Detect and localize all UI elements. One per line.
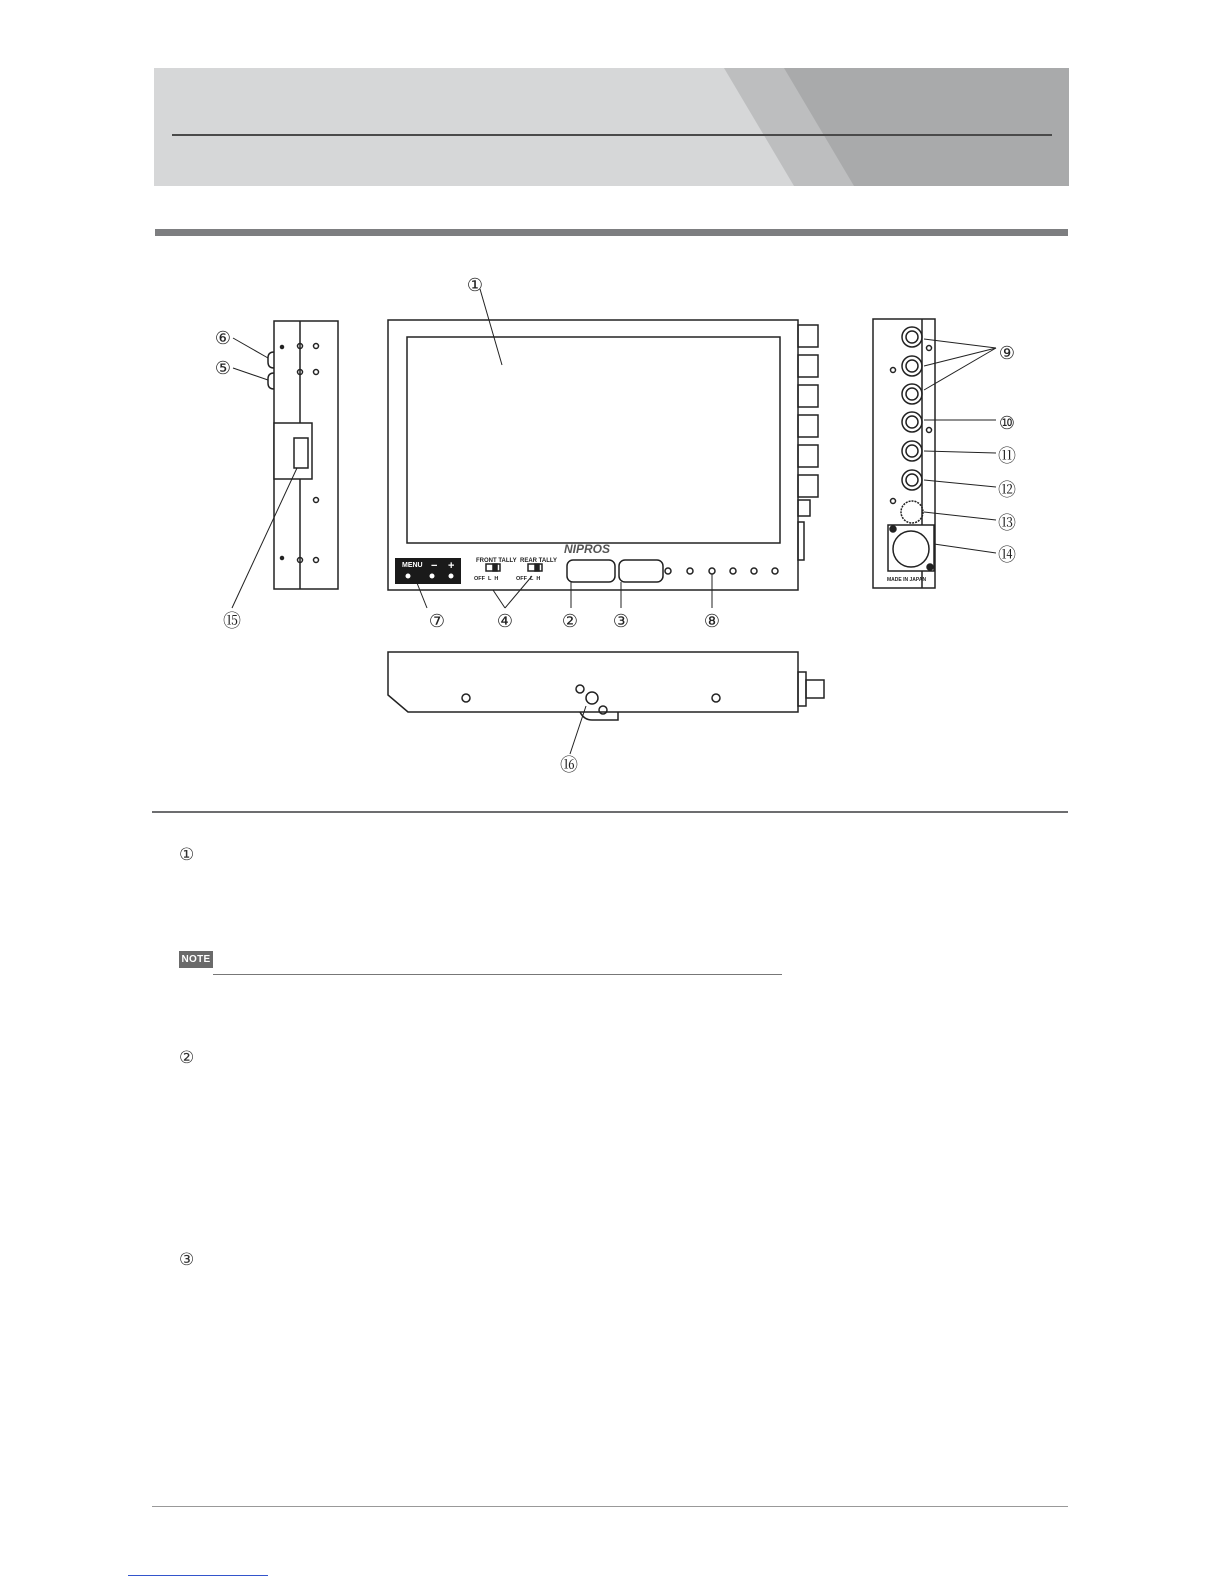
monitor-drawing — [150, 240, 1070, 805]
front-tally-label: FRONT TALLY — [476, 558, 517, 564]
callout-15: ⑮ — [223, 611, 241, 632]
callout-10: ⑩ — [998, 413, 1016, 434]
plus-button — [449, 574, 454, 579]
item-1-number: ① — [179, 845, 195, 865]
callout-1: ① — [466, 275, 484, 296]
menu-button — [406, 574, 411, 579]
callout-3: ③ — [612, 611, 630, 632]
item-3-number: ③ — [179, 1250, 195, 1270]
made-in-label: MADE IN JAPAN — [887, 577, 927, 583]
rear-tally-label: REAR TALLY — [520, 558, 558, 564]
rear-panel-view — [873, 319, 935, 588]
item-2-number: ② — [179, 1048, 195, 1068]
note-rule — [213, 974, 782, 975]
figure-divider — [152, 811, 1068, 813]
footer-rule — [152, 1506, 1068, 1507]
callout-13: ⑬ — [998, 513, 1016, 534]
callout-4: ④ — [496, 611, 514, 632]
minus-button — [430, 574, 435, 579]
header-rule — [172, 134, 1052, 136]
brand-logo: NIPROS — [563, 542, 611, 556]
plus-label: + — [448, 560, 455, 572]
callout-5: ⑤ — [214, 358, 232, 379]
callout-2: ② — [561, 611, 579, 632]
callout-6: ⑥ — [214, 328, 232, 349]
bottom-view — [388, 652, 824, 720]
callout-14: ⑭ — [998, 545, 1016, 566]
minus-label: − — [431, 560, 438, 572]
monitor-diagram — [150, 240, 1070, 809]
bottom-link-underline — [128, 1575, 268, 1576]
rear-tally-positions: OFF L H — [516, 576, 541, 582]
header-decoration — [154, 68, 1069, 186]
callout-16: ⑯ — [560, 755, 578, 776]
callout-8: ⑧ — [703, 611, 721, 632]
front-tally-positions: OFF L H — [474, 576, 499, 582]
menu-label: MENU — [402, 562, 423, 569]
section-title-bar — [155, 229, 1068, 236]
chapter-header-band — [154, 68, 1069, 186]
callout-7: ⑦ — [428, 611, 446, 632]
callout-9: ⑨ — [998, 343, 1016, 364]
callout-11: ⑪ — [998, 446, 1016, 467]
note-badge: NOTE — [179, 951, 213, 968]
callout-12: ⑫ — [998, 480, 1016, 501]
left-side-view — [268, 321, 338, 589]
